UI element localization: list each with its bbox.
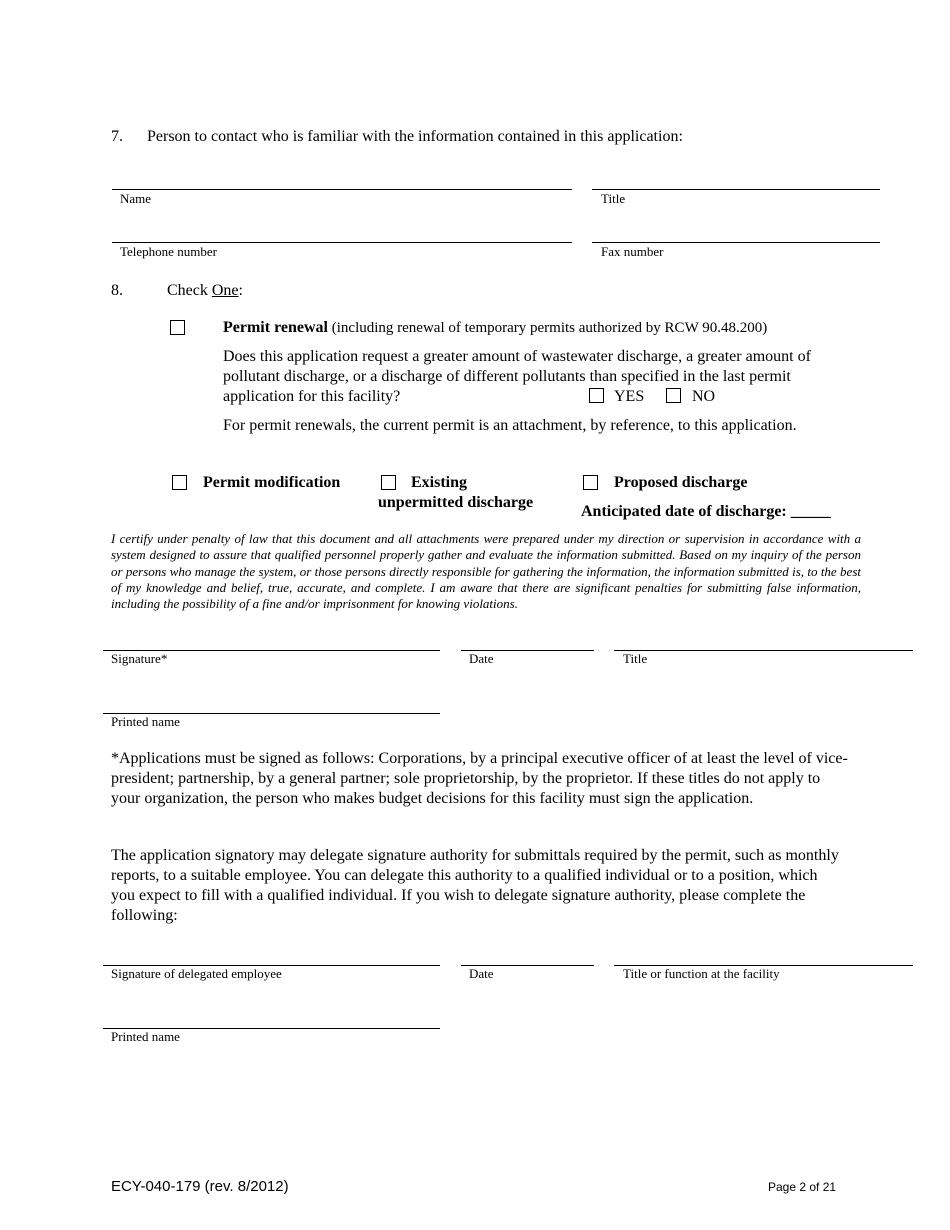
section7-heading: Person to contact who is familiar with the information contained in this application: <box>147 128 683 145</box>
contact-title-line[interactable] <box>592 189 880 190</box>
yes-label: YES <box>614 387 650 407</box>
no-checkbox[interactable] <box>666 388 681 403</box>
check-one: One <box>211 282 239 299</box>
date-label: Date <box>469 651 494 666</box>
section8-heading <box>167 281 243 301</box>
title-line[interactable] <box>614 650 913 651</box>
certification-statement: I certify under penalty of law that this document and all attachments were prepared under my direction or supervision in accordance with a system designed to assure that qualified personnel properly gather and evaluate the information submitted. Based on my inquiry of the person or persons who manage the system, or those persons directly responsible for gathering the information, the information submitted is, to the best of my knowledge and belief, true, accurate, and complete. I am aware that there are significant penalties for submitting false information, including the possibility of a fine and/or imprisonment for knowing violations. <box>111 531 861 612</box>
contact-fax-line[interactable] <box>592 242 880 243</box>
permit-renewal-checkbox[interactable] <box>170 320 185 335</box>
title-label: Title <box>623 651 648 666</box>
existing-unpermitted-checkbox[interactable] <box>381 475 396 490</box>
yes-checkbox[interactable] <box>589 388 604 403</box>
check-prefix: Check <box>167 282 212 299</box>
contact-title-label: Title <box>601 191 626 206</box>
existing-label-line1: Existing <box>411 474 468 491</box>
permit-modification-label: Permit modification <box>203 474 341 491</box>
renewal-question: Does this application request a greater amount of wastewater discharge, a greater amount of pollutant discharge, or a discharge of different pollutants than specified in the last permit application for this facility? <box>223 348 811 405</box>
section8-number: 8. <box>111 282 123 299</box>
contact-phone-label: Telephone number <box>120 244 217 259</box>
proposed-discharge-label: Proposed discharge <box>614 474 748 491</box>
signing-rules: *Applications must be signed as follows: Corporations, by a principal executive officer of at least the level of vice-president; partnership, by a general partner; sole proprietorship, by the proprietor. If these titles do not apply to your organization, the person who makes budget decisions for this facility must sign the application. <box>111 750 848 807</box>
check-colon: : <box>238 282 243 299</box>
delegate-printed-name-label: Printed name <box>111 1029 180 1044</box>
permit-renewal-label: Permit renewal <box>223 319 328 336</box>
form-id: ECY-040-179 (rev. 8/2012) <box>111 1178 289 1195</box>
contact-name-line[interactable] <box>112 189 572 190</box>
permit-renewal-note: (including renewal of temporary permits authorized by RCW 90.48.200) <box>328 320 768 336</box>
no-label: NO <box>692 388 716 405</box>
anticipated-date-label: Anticipated date of discharge: _____ <box>581 503 831 520</box>
signature-label: Signature* <box>111 651 168 666</box>
proposed-discharge-checkbox[interactable] <box>583 475 598 490</box>
contact-name-label: Name <box>120 191 152 206</box>
permit-renewal-option <box>223 318 767 338</box>
permit-modification-checkbox[interactable] <box>172 475 187 490</box>
section7-number: 7. <box>111 128 123 145</box>
delegate-signature-label: Signature of delegated employee <box>111 966 282 981</box>
delegate-date-label: Date <box>469 966 494 981</box>
existing-label-line2: unpermitted discharge <box>378 494 534 511</box>
delegation-text: The application signatory may delegate signature authority for submittals required by the permit, such as monthly reports, to a suitable employee. You can delegate this authority to a qualified individual or to a position, which you expect to fill with a qualified individual. If you wish to delegate signature authority, please complete the following: <box>111 847 839 924</box>
contact-fax-label: Fax number <box>601 244 664 259</box>
printed-name-label: Printed name <box>111 714 180 729</box>
page-number: Page 2 of 21 <box>768 1180 837 1194</box>
contact-phone-line[interactable] <box>112 242 572 243</box>
delegate-title-label: Title or function at the facility <box>623 966 780 981</box>
renewal-attachment-note: For permit renewals, the current permit is an attachment, by reference, to this application. <box>223 417 797 434</box>
